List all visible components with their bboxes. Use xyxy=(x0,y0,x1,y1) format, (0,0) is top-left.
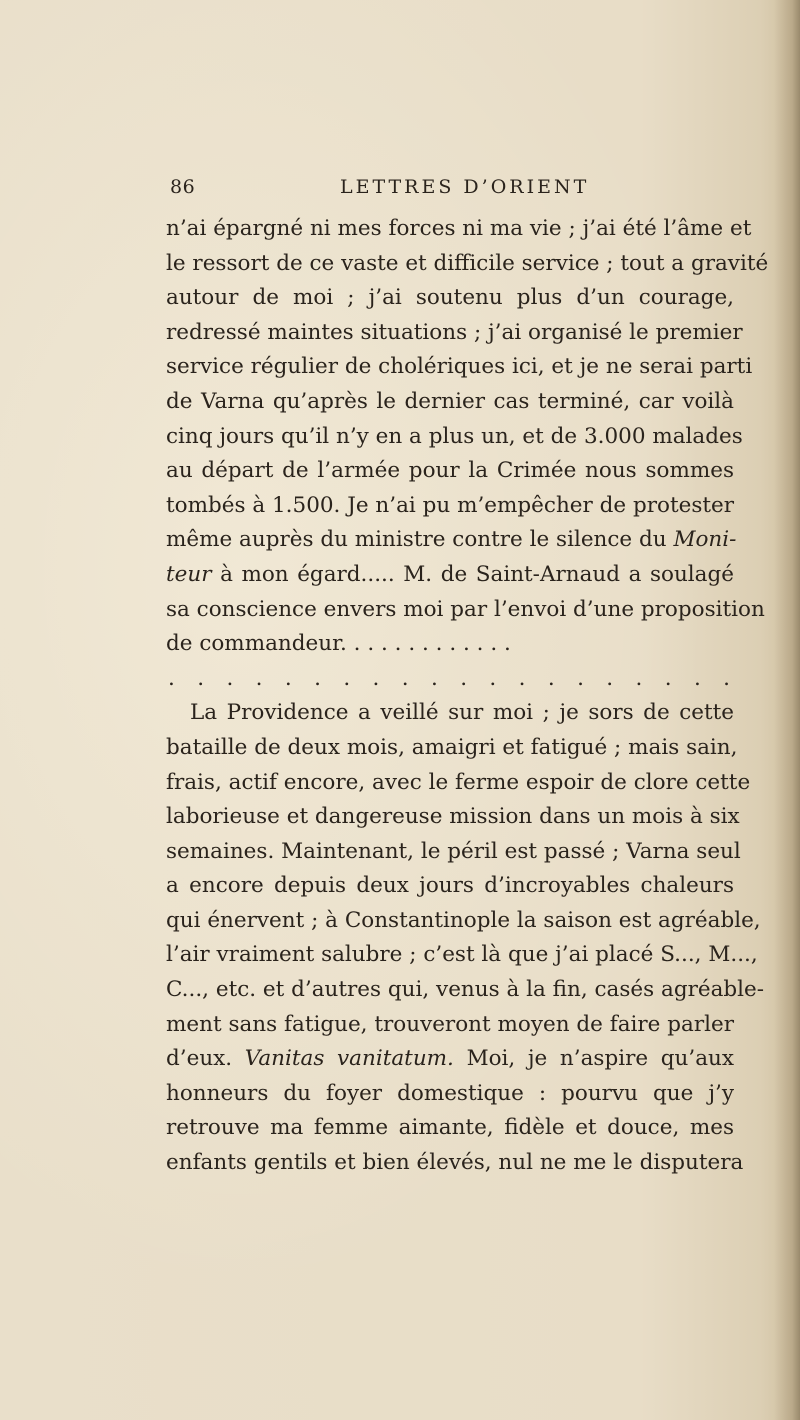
text-line xyxy=(166,281,734,316)
line-text: laborieuse et dangereuse mission dans un mois à six xyxy=(166,804,740,830)
text-line xyxy=(166,766,751,801)
paragraph-2 xyxy=(166,696,765,1180)
ellipsis-dot: . xyxy=(314,665,321,691)
ellipsis-dot: . xyxy=(430,665,438,691)
text-line xyxy=(166,938,758,973)
text-line xyxy=(166,420,743,455)
ellipsis-dot: . xyxy=(518,665,526,691)
text-line xyxy=(166,316,743,351)
text-line xyxy=(166,385,734,420)
line-text: retrouve ma femme aimante, fidèle et douce, mes xyxy=(166,1115,734,1141)
line-text: tombés à 1.500. Je n’ai pu m’empêcher de protester xyxy=(166,492,734,518)
text-line xyxy=(166,489,734,524)
text-line xyxy=(166,350,753,385)
italic-text: Moni- xyxy=(673,527,737,553)
text-line xyxy=(166,800,740,835)
text-line xyxy=(166,973,765,1008)
line-text: autour de moi ; j’ai soutenu plus d’un courage, xyxy=(166,285,734,311)
line-text: C..., etc. et d’autres qui, venus à la fin, casés agréable- xyxy=(166,977,765,1003)
text-line xyxy=(166,731,738,766)
line-text: La Providence a veillé sur moi ; je sors de cette xyxy=(190,700,734,726)
ellipsis-dot: . xyxy=(372,665,380,691)
line-text: redressé maintes situations ; j’ai organisé le premier xyxy=(166,319,743,345)
text-line xyxy=(166,869,734,904)
line-text: a encore depuis deux jours d’incroyables chaleurs xyxy=(166,873,734,899)
ellipsis-dot: . xyxy=(693,665,701,691)
body-text xyxy=(166,212,769,1181)
ellipsis-dot: . xyxy=(197,665,205,691)
line-text: le ressort de ce vaste et difficile service ; tout a gravité xyxy=(166,250,769,276)
ellipsis-dot: . xyxy=(489,665,497,691)
ellipsis-dot: . xyxy=(226,665,234,691)
running-head xyxy=(170,176,732,204)
text-line xyxy=(166,696,734,731)
paragraph-1 xyxy=(166,212,769,662)
ellipsis-row xyxy=(166,662,734,697)
ellipsis-dot: . xyxy=(723,665,730,691)
line-text: l’air vraiment salubre ; c’est là que j’ai placé S..., M..., xyxy=(166,942,758,968)
text-line xyxy=(166,247,769,282)
ellipsis-dot: . xyxy=(606,665,614,691)
text-line xyxy=(166,1008,734,1043)
line-text: ment sans fatigue, trouveront moyen de faire parler xyxy=(166,1011,734,1037)
line-text: cinq jours qu’il n’y en a plus un, et de 3.000 malades xyxy=(166,423,743,449)
page-edge-shadow xyxy=(774,0,800,1420)
line-text: au départ de l’armée pour la Crimée nous sommes xyxy=(166,458,734,484)
ellipsis-dot: . xyxy=(547,665,555,691)
text-line xyxy=(166,593,765,628)
line-text: Moi, je n’aspire qu’aux xyxy=(453,1046,735,1072)
ellipsis-dot: . xyxy=(343,665,351,691)
ellipsis-dot: . xyxy=(664,665,672,691)
text-line xyxy=(166,558,734,593)
ellipsis-dot: . xyxy=(460,665,468,691)
ellipsis-dot: . xyxy=(255,665,263,691)
line-text: à mon égard..... M. de Saint-Arnaud a soulagé xyxy=(211,561,734,587)
ellipsis-dot: . xyxy=(284,665,292,691)
page-number: 86 xyxy=(170,176,196,198)
text-line xyxy=(166,904,761,939)
line-text: de commandeur. . . . . . . . . . . . . xyxy=(166,631,511,657)
text-line xyxy=(166,835,741,870)
text-line xyxy=(166,212,752,247)
line-text: service régulier de cholériques ici, et je ne serai parti xyxy=(166,354,753,380)
text-line xyxy=(166,627,734,662)
text-line xyxy=(166,454,734,489)
running-title: LETTRES D’ORIENT xyxy=(340,176,590,198)
line-text: sa conscience envers moi par l’envoi d’une proposition xyxy=(166,596,765,622)
ellipsis-dot: . xyxy=(401,665,409,691)
text-line xyxy=(166,1042,734,1077)
line-text: même auprès du ministre contre le silence du xyxy=(166,527,674,553)
text-line xyxy=(166,1146,744,1181)
line-text: frais, actif encore, avec le ferme espoir de clore cette xyxy=(166,769,751,795)
text-line xyxy=(166,523,737,558)
line-text: bataille de deux mois, amaigri et fatigué ; mais sain, xyxy=(166,734,738,760)
text-line xyxy=(166,1077,734,1112)
line-text: enfants gentils et bien élevés, nul ne me le disputera xyxy=(166,1150,744,1176)
ellipsis-dot: . xyxy=(577,665,584,691)
line-text: honneurs du foyer domestique : pourvu que j’y xyxy=(166,1080,734,1106)
line-text: qui énervent ; à Constantinople la saison est agréable, xyxy=(166,907,761,933)
italic-text: teur xyxy=(166,561,212,587)
text-line xyxy=(166,1111,734,1146)
italic-text: Vanitas vanitatum. xyxy=(244,1046,454,1072)
line-text: d’eux. xyxy=(166,1046,245,1072)
line-text: de Varna qu’après le dernier cas terminé, car voilà xyxy=(166,388,734,414)
line-text: n’ai épargné ni mes forces ni ma vie ; j’ai été l’âme et xyxy=(166,216,752,241)
ellipsis-dot: . xyxy=(635,665,643,691)
line-text: semaines. Maintenant, le péril est passé ; Varna seul xyxy=(166,838,741,864)
ellipsis-dot: . xyxy=(168,665,175,691)
